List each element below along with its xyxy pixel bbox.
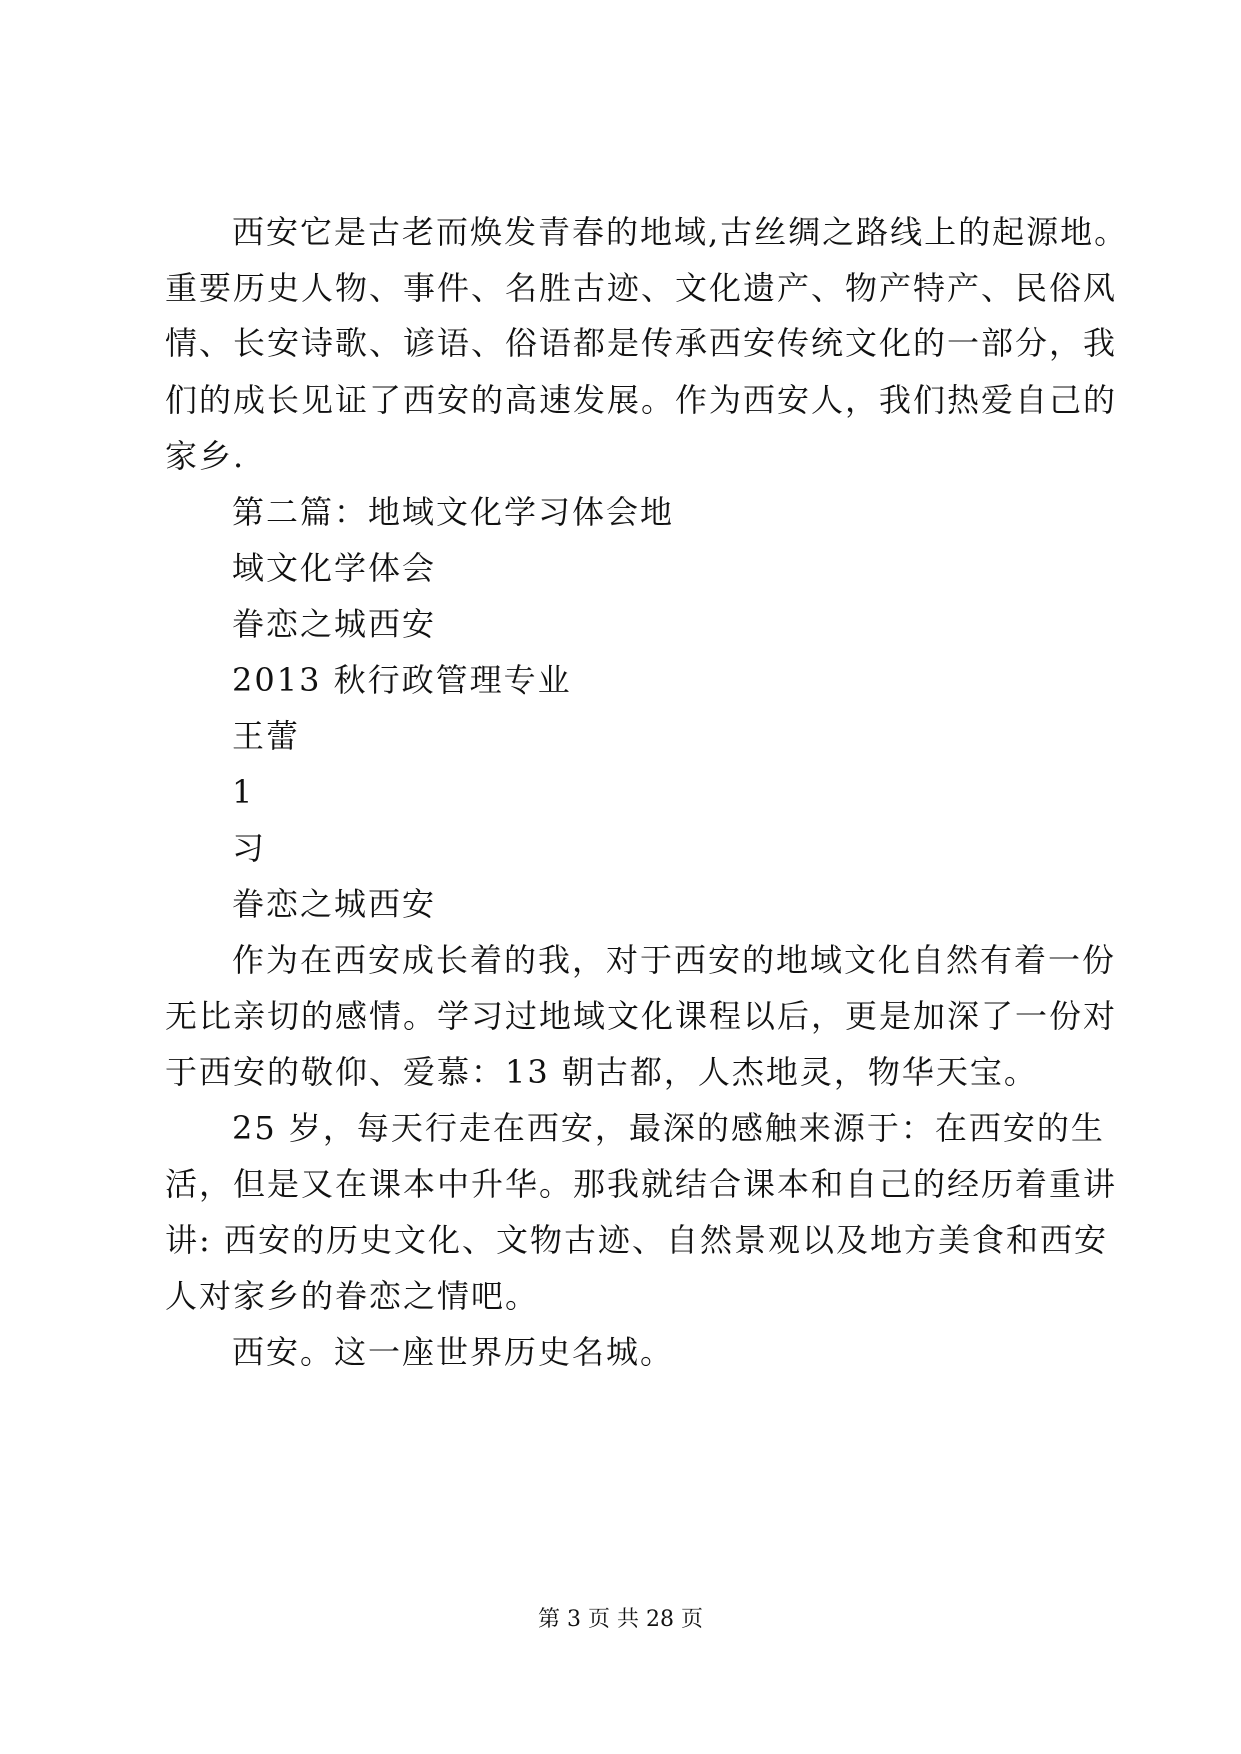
page-number-footer: 第 3 页 共 28 页 [538,1607,703,1632]
paragraph-line: 作为在西安成长着的我，对于西安的地域文化自然有着一份 [232,941,1117,979]
paragraph-line: 西安它是古老而焕发青春的地域,古丝绸之路线上的起源地。 [232,213,1129,251]
section-subtitle: 域文化学体会 [232,549,437,587]
paragraph-line: 25 岁，每天行走在西安，最深的感触来源于：在西安的生 [232,1109,1105,1147]
author-major: 2013 秋行政管理专业 [232,661,572,699]
paragraph-line: 讲: 西安的历史文化、文物古迹、自然景观以及地方美食和西安 [165,1221,1108,1259]
paragraph-line: 无比亲切的感情。学习过地域文化课程以后，更是加深了一份对 [165,997,1118,1035]
paragraph-line: 西安。这一座世界历史名城。 [232,1333,675,1371]
author-name: 王蕾 [232,717,301,755]
paragraph-line: 们的成长见证了西安的高速发展。作为西安人，我们热爱自己的 [165,381,1118,419]
paragraph-line: 家乡. [165,437,246,475]
paragraph-line: 情、长安诗歌、谚语、俗语都是传承西安传统文化的一部分，我 [165,324,1118,362]
paragraph-line: 人对家乡的眷恋之情吧。 [165,1277,540,1315]
fragment-line: 1 [232,773,255,811]
section-heading: 第二篇：地域文化学习体会地 [232,493,675,531]
paragraph-line: 活，但是又在课本中升华。那我就结合课本和自己的经历着重讲 [165,1165,1118,1203]
essay-title-repeat: 眷恋之城西安 [232,885,437,923]
paragraph-line: 重要历史人物、事件、名胜古迹、文化遗产、物产特产、民俗风 [165,269,1118,307]
paragraph-line: 于西安的敬仰、爱慕：13 朝古都，人杰地灵，物华天宝。 [165,1053,1038,1091]
essay-title: 眷恋之城西安 [232,605,437,643]
fragment-line: 习 [232,829,267,867]
